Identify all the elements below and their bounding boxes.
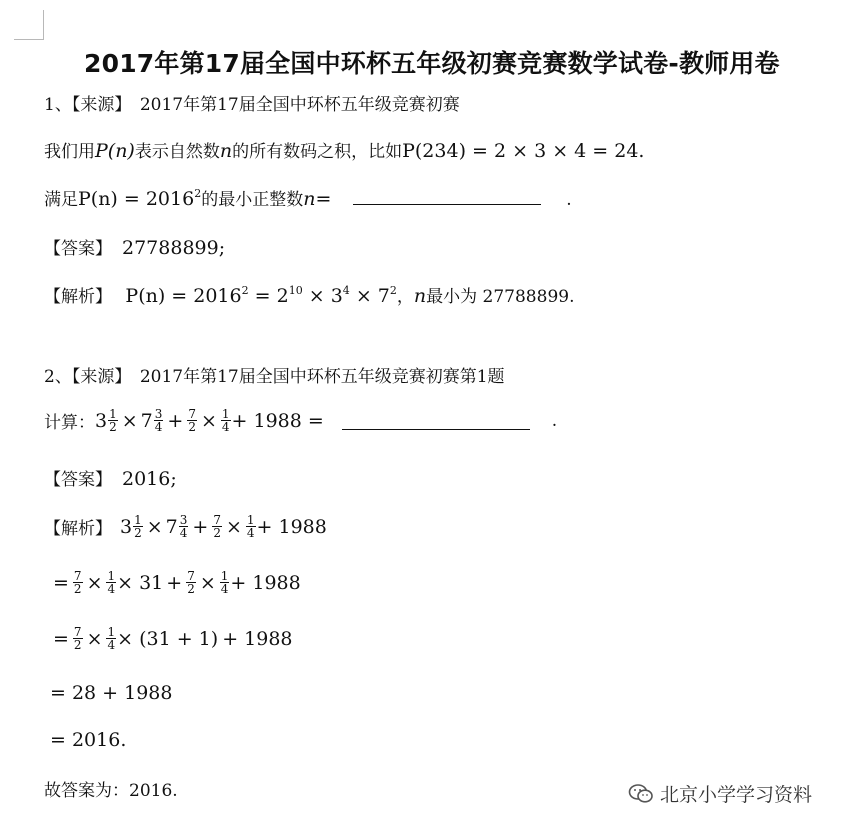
q2-source: 2、【来源】 2017年第17届全国中环杯五年级竞赛初赛第1题 <box>44 367 505 387</box>
q2-final-answer: 故答案为：2016. <box>44 781 178 801</box>
q2-analysis-line2: = $\frac{7}{2}$ × $\frac{1}{4}$ × 31 + $\frac{7}{2}$ × $\frac{1}{4}$ + 1988 <box>53 569 301 596</box>
q2-answer-blank <box>342 411 530 430</box>
analysis-label: 【解析】 <box>44 519 112 539</box>
analysis-label: 【解析】 <box>44 287 112 307</box>
answer-label: 【答案】 <box>44 470 112 490</box>
q1-answer-blank <box>353 186 541 205</box>
q1-answer-value: 27788899; <box>122 237 226 259</box>
watermark-text: 北京小学学习资料 <box>660 784 813 806</box>
q2-answer <box>44 465 177 490</box>
q1-analysis: 【解析】 $P(n) = 2016^2 = 2^{10} \times 3^4 \times 7^2$，n最小为 27788899. <box>44 284 575 307</box>
q2-answer-value: 2016; <box>122 468 177 490</box>
answer-label: 【答案】 <box>44 239 112 259</box>
q2-analysis-line5: = 2016. <box>50 729 127 751</box>
q1-example: P(234) = 2 × 3 × 4 = 24. <box>402 140 645 162</box>
q2-analysis-line1: 【解析】 3 $\frac{1}{2}$ × 7 $\frac{3}{4}$ + $\frac{7}{2}$ × $\frac{1}{4}$ + 1988 <box>44 513 327 540</box>
wechat-icon <box>628 783 654 805</box>
q1-condition: 满足$P(n) = 2016^2$的最小正整数n= . <box>44 187 572 210</box>
q2-problem: 计算： 3 $\frac{1}{2}$ × 7 $\frac{3}{4}$ + $\frac{7}{2}$ × $\frac{1}{4}$ + 1988 = . <box>44 407 558 434</box>
q2-analysis-line4: = 28 + 1988 <box>50 682 173 704</box>
watermark <box>628 780 812 807</box>
page-corner-mark <box>0 0 44 40</box>
document-title: 2017年第17届全国中环杯五年级初赛竞赛数学试卷-教师用卷 <box>84 49 780 78</box>
q1-answer <box>44 234 225 259</box>
q1-source: 1、【来源】 2017年第17届全国中环杯五年级竞赛初赛 <box>44 95 460 115</box>
q1-statement: 我们用P(n)表示自然数n的所有数码之积，比如P(234) = 2 × 3 × 4 = 24. <box>44 140 645 162</box>
q2-analysis-line3: = $\frac{7}{2}$ × $\frac{1}{4}$ × (31 + 1) + 1988 <box>53 625 293 652</box>
